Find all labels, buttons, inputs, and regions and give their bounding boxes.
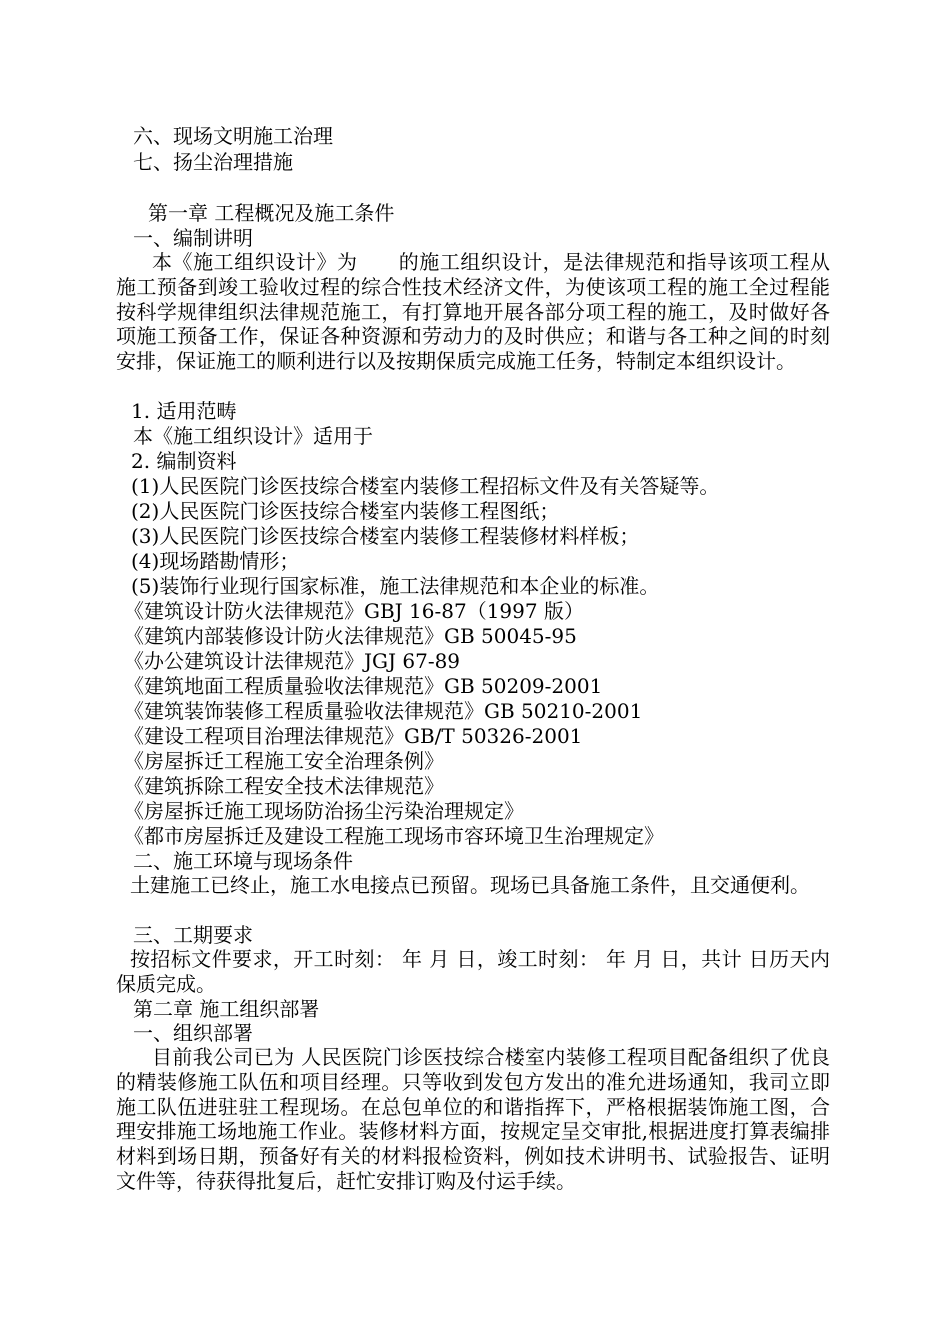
standard-item: 《建筑装饰装修工程质量验收法律规范》GB 50210-2001 [124, 699, 643, 723]
toc-item-6: 六、现场文明施工治理 [133, 124, 333, 148]
section1-paragraph: 本《施工组织设计》为 的施工组织设计，是法律规范和指导该项工程从施工预备到竣工验收过程的综合性技术经济文件，为使该项工程的施工全过程能按科学规律组织法律规范施工，有打算地开展各部分项工程的施工，及时做好各项施工预备工作，保证各种资源和劳动力的及时供应；和谐与各工种之间的时刻安排，保证施工的顺利进行以及按期保质完成施工任务，特制定本组织设计。 [116, 250, 830, 374]
scope-title: 1. 适用范畴 [131, 399, 237, 423]
section3-paragraph: 按招标文件要求，开工时刻： 年 月 日，竣工时刻： 年 月 日，共计 日历天内保质完成。 [116, 947, 830, 996]
standard-item: 《建筑拆除工程安全技术法律规范》 [124, 774, 444, 798]
toc-item-7: 七、扬尘治理措施 [133, 150, 293, 174]
section2-paragraph: 土建施工已终止，施工水电接点已预留。现场已具备施工条件，且交通便利。 [130, 873, 810, 897]
section2-title: 二、施工环境与现场条件 [133, 849, 353, 873]
chapter2-section1-paragraph: 目前我公司已为 人民医院门诊医技综合楼室内装修工程项目配备组织了优良的精装修施工队伍和项目经理。只等收到发包方发出的准允进场通知，我司立即施工队伍进驻驻工程现场。在总包单位的和谐指挥下，严格根据装饰施工图，合理安排施工场地施工作业。装修材料方面，按规定呈交审批,根据进度打算表编排材料到场日期，预备好有关的材料报检资料，例如技术讲明书、试验报告、证明文件等，待获得批复后，赶忙安排订购及付运手续。 [116, 1045, 830, 1193]
material-item: (3)人民医院门诊医技综合楼室内装修工程装修材料样板； [131, 524, 640, 548]
standard-item: 《都市房屋拆迁及建设工程施工现场市容环境卫生治理规定》 [124, 824, 664, 848]
standard-item: 《建设工程项目治理法律规范》GB/T 50326-2001 [124, 724, 583, 748]
standard-item: 《房屋拆迁施工现场防治扬尘污染治理规定》 [124, 799, 524, 823]
standard-item: 《建筑地面工程质量验收法律规范》GB 50209-2001 [124, 674, 603, 698]
chapter2-section1-title: 一、组织部署 [133, 1021, 253, 1045]
section1-title: 一、编制讲明 [133, 226, 253, 250]
standard-item: 《办公建筑设计法律规范》JGJ 67-89 [124, 649, 461, 673]
chapter1-title: 第一章 工程概况及施工条件 [148, 201, 395, 225]
chapter2-title: 第二章 施工组织部署 [133, 997, 320, 1021]
standard-item: 《房屋拆迁工程施工安全治理条例》 [124, 749, 444, 773]
standard-item: 《建筑设计防火法律规范》GBJ 16-87（1997 版） [124, 599, 584, 623]
material-item: (5)装饰行业现行国家标准，施工法律规范和本企业的标准。 [131, 574, 660, 598]
standard-item: 《建筑内部装修设计防火法律规范》GB 50045-95 [124, 624, 577, 648]
scope-text: 本《施工组织设计》适用于 [133, 424, 373, 448]
material-item: (4)现场踏勘情形； [131, 549, 300, 573]
material-item: (1)人民医院门诊医技综合楼室内装修工程招标文件及有关答疑等。 [131, 474, 720, 498]
materials-title: 2. 编制资料 [131, 449, 237, 473]
section3-title: 三、工期要求 [133, 923, 253, 947]
material-item: (2)人民医院门诊医技综合楼室内装修工程图纸； [131, 499, 560, 523]
